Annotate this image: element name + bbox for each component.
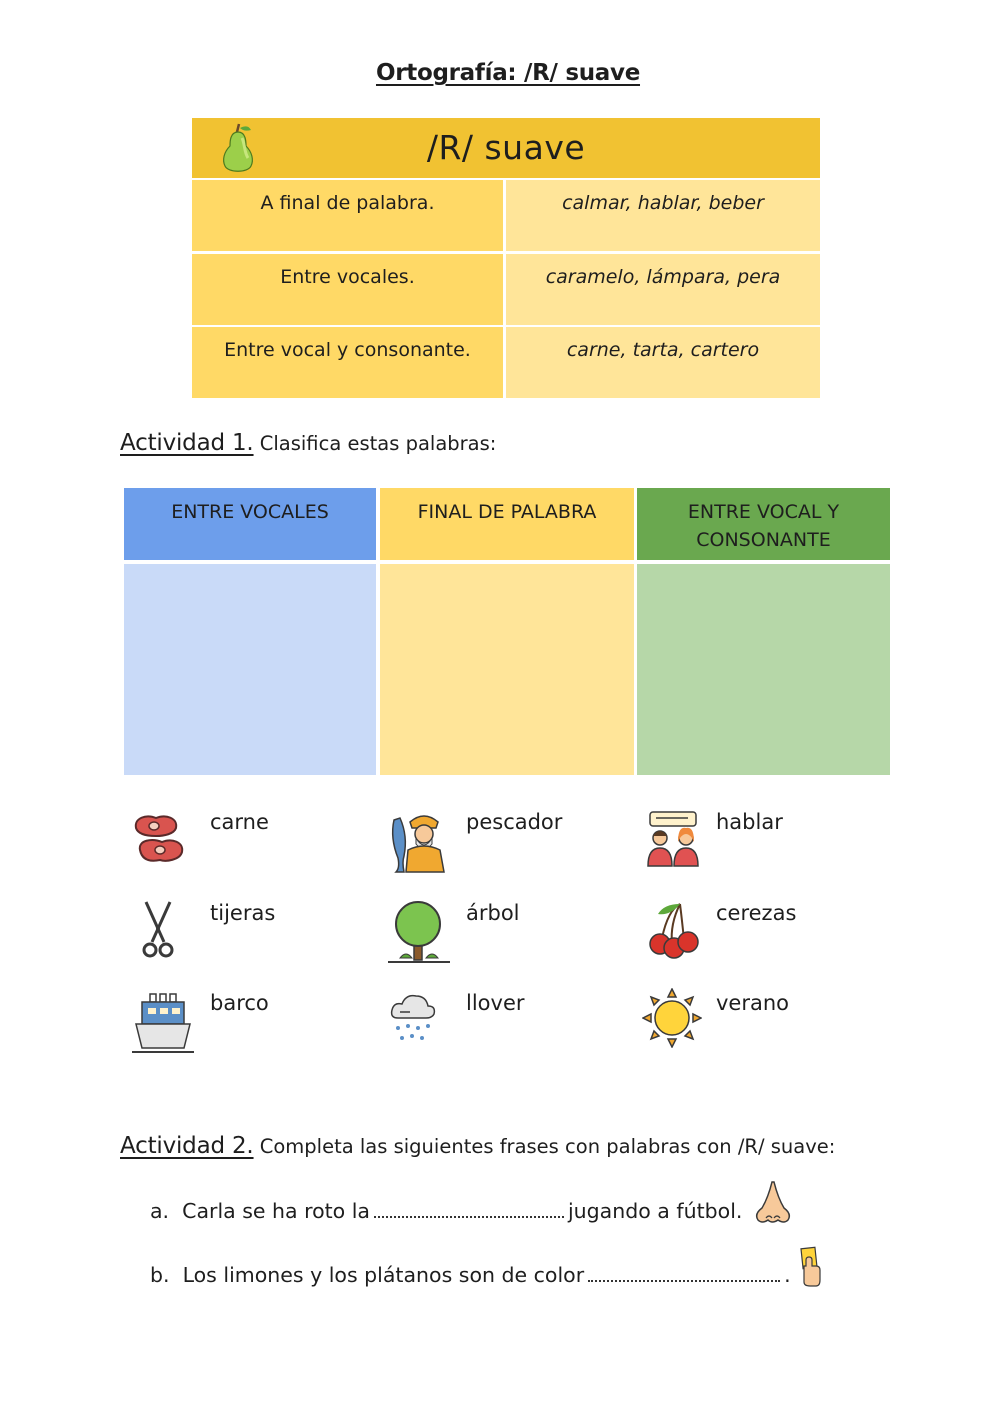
answer-blank[interactable] bbox=[374, 1200, 564, 1218]
rules-table bbox=[192, 118, 820, 398]
activity1-instruction: Clasifica estas palabras: bbox=[259, 432, 497, 455]
example-cell bbox=[506, 254, 820, 325]
people-talking-icon bbox=[642, 810, 704, 868]
drop-zone-entre-vocales[interactable] bbox=[124, 564, 376, 775]
drop-zone-entre-vocal-y-consonante[interactable] bbox=[637, 564, 890, 775]
sentence-a bbox=[150, 1199, 742, 1223]
word-item[interactable]: verano bbox=[716, 991, 790, 1015]
example-text: carne, tarta, cartero bbox=[566, 339, 760, 361]
sun-icon bbox=[642, 988, 702, 1048]
sentence-text-before: Carla se ha roto la bbox=[182, 1199, 370, 1223]
scissors-icon bbox=[138, 898, 178, 960]
tree-icon bbox=[386, 898, 452, 966]
word-item[interactable]: cerezas bbox=[716, 901, 797, 925]
word-item[interactable]: árbol bbox=[466, 901, 520, 925]
rules-table-heading: /R/ suave bbox=[426, 128, 586, 167]
rule-text: A final de palabra. bbox=[260, 192, 435, 214]
activity2-label: Actividad 2. bbox=[120, 1133, 254, 1159]
rain-cloud-icon bbox=[388, 990, 438, 1046]
rules-row bbox=[192, 180, 820, 251]
word-item[interactable]: pescador bbox=[466, 810, 563, 834]
column-header-entre-vocales bbox=[124, 488, 376, 560]
sentence-text-after: jugando a fútbol. bbox=[567, 1199, 743, 1223]
sentence-marker: a. bbox=[150, 1199, 170, 1223]
word-item[interactable]: barco bbox=[210, 991, 269, 1015]
drop-zone-final-de-palabra[interactable] bbox=[380, 564, 634, 775]
fisherman-icon bbox=[386, 808, 452, 874]
cherries-icon bbox=[644, 900, 702, 960]
example-cell bbox=[506, 180, 820, 251]
word-item[interactable]: llover bbox=[466, 991, 525, 1015]
column-header-label-line2: CONSONANTE bbox=[696, 529, 831, 551]
sentence-text-before: Los limones y los plátanos son de color bbox=[182, 1263, 585, 1287]
activity2-instruction: Completa las siguientes frases con palabras con /R/ suave: bbox=[259, 1135, 836, 1158]
ship-icon bbox=[130, 990, 196, 1056]
rule-cell bbox=[192, 180, 503, 251]
column-header-label: ENTRE VOCALES bbox=[171, 501, 329, 523]
column-header-entre-vocal-y-consonante bbox=[637, 488, 890, 560]
yellow-card-icon bbox=[798, 1246, 826, 1288]
rule-text: Entre vocales. bbox=[280, 266, 415, 288]
rule-text: Entre vocal y consonante. bbox=[224, 339, 471, 361]
example-text: calmar, hablar, beber bbox=[562, 192, 764, 214]
sentence-marker: b. bbox=[150, 1263, 170, 1287]
example-cell bbox=[506, 327, 820, 398]
rules-row bbox=[192, 254, 820, 325]
column-header-label: FINAL DE PALABRA bbox=[417, 501, 597, 523]
example-text: caramelo, lámpara, pera bbox=[545, 266, 781, 288]
word-item[interactable]: tijeras bbox=[210, 901, 276, 925]
column-header-final-de-palabra bbox=[380, 488, 634, 560]
meat-icon bbox=[130, 810, 188, 866]
column-header-label: ENTRE VOCAL Y bbox=[687, 501, 840, 523]
sentence-text-after: . bbox=[784, 1263, 791, 1287]
sentence-b bbox=[150, 1263, 791, 1287]
activity2-heading bbox=[120, 1133, 835, 1159]
answer-blank[interactable] bbox=[588, 1264, 780, 1282]
activity1-heading bbox=[120, 430, 496, 456]
rules-table-header bbox=[192, 118, 820, 178]
nose-icon bbox=[752, 1180, 794, 1226]
rules-row bbox=[192, 327, 820, 398]
rule-cell bbox=[192, 254, 503, 325]
word-item[interactable]: hablar bbox=[716, 810, 783, 834]
word-item[interactable]: carne bbox=[210, 810, 269, 834]
activity1-label: Actividad 1. bbox=[120, 430, 254, 456]
page-title: Ortografía: /R/ suave bbox=[375, 60, 641, 86]
rule-cell bbox=[192, 327, 503, 398]
